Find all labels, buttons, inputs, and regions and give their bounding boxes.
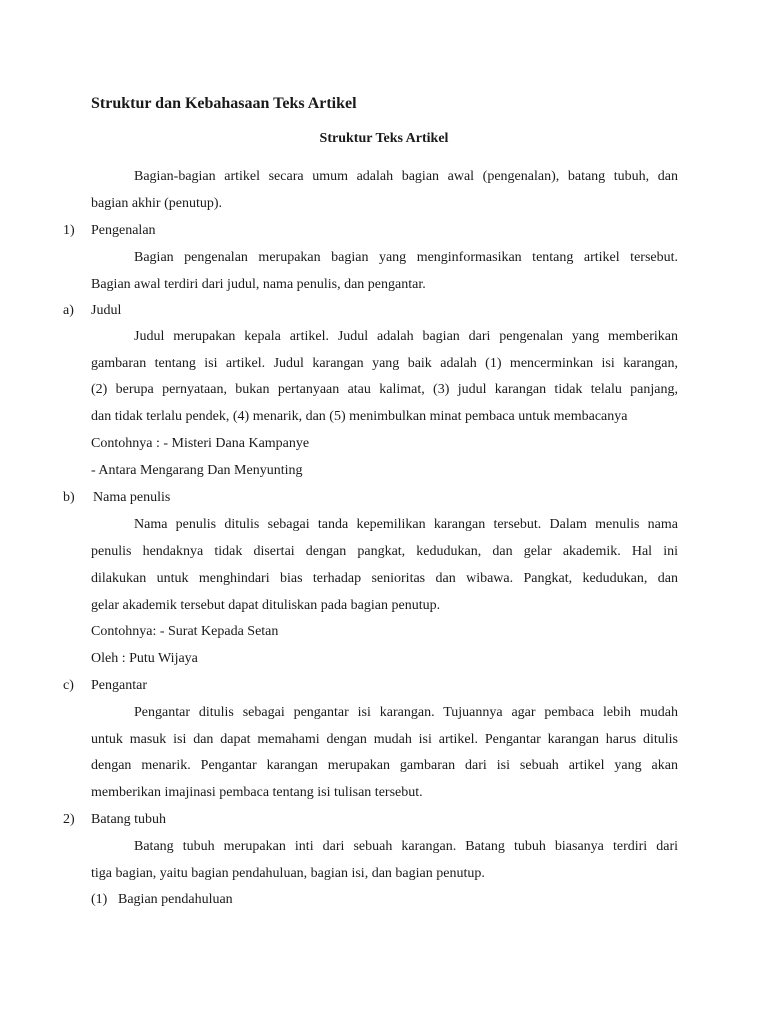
- section-heading: Judul: [91, 303, 122, 318]
- section-heading: Batang tubuh: [91, 812, 167, 827]
- subsection-heading: Bagian pendahuluan: [118, 892, 233, 907]
- example-line: Contohnya: - Surat Kepada Setan: [91, 624, 279, 639]
- document-title: Struktur dan Kebahasaan Teks Artikel: [91, 95, 357, 112]
- section-subtitle: Struktur Teks Artikel: [319, 131, 449, 146]
- list-marker: a): [63, 303, 74, 318]
- list-marker: b): [63, 490, 75, 505]
- paragraph-line: dilakukan untuk menghindari bias terhadap senioritas dan wibawa. Pangkat, kedudukan, dan: [91, 571, 678, 586]
- paragraph-line: memberikan imajinasi pembaca tentang isi tulisan tersebut.: [91, 785, 423, 800]
- paragraph-line: Batang tubuh merupakan inti dari sebuah karangan. Batang tubuh biasanya terdiri dari: [134, 839, 678, 854]
- paragraph-line: penulis hendaknya tidak disertai dengan pangkat, kedudukan, dan gelar akademik. Hal ini: [91, 544, 678, 559]
- paragraph-line: dengan menarik. Pengantar karangan merupakan gambaran dari isi sebuah artikel yang akan: [91, 758, 678, 773]
- example-line: - Antara Mengarang Dan Menyunting: [91, 463, 303, 478]
- list-marker: c): [63, 678, 74, 693]
- paragraph-line: dan tidak terlalu pendek, (4) menarik, dan (5) menimbulkan minat pembaca untuk membacanya: [91, 409, 628, 424]
- paragraph-line: (2) berupa pernyataan, bukan pertanyaan atau kalimat, (3) judul karangan tidak telalu panjang,: [91, 382, 678, 397]
- paragraph-line: gelar akademik tersebut dapat dituliskan pada bagian penutup.: [91, 598, 441, 613]
- paragraph-line: Bagian-bagian artikel secara umum adalah bagian awal (pengenalan), batang tubuh, dan: [134, 169, 678, 184]
- example-line: Oleh : Putu Wijaya: [91, 651, 198, 666]
- list-marker: 2): [63, 812, 75, 827]
- list-marker: 1): [63, 223, 75, 238]
- paragraph-line: Judul merupakan kepala artikel. Judul adalah bagian dari pengenalan yang memberikan: [134, 329, 678, 344]
- paragraph-line: tiga bagian, yaitu bagian pendahuluan, bagian isi, dan bagian penutup.: [91, 866, 485, 881]
- list-marker: (1): [91, 892, 108, 907]
- paragraph-line: Nama penulis ditulis sebagai tanda kepemilikan karangan tersebut. Dalam menulis nama: [134, 517, 678, 532]
- paragraph-line: Pengantar ditulis sebagai pengantar isi karangan. Tujuannya agar pembaca lebih mudah: [134, 705, 678, 720]
- paragraph-line: bagian akhir (penutup).: [91, 196, 223, 211]
- section-heading: Nama penulis: [93, 490, 171, 505]
- paragraph-line: Bagian awal terdiri dari judul, nama penulis, dan pengantar.: [91, 277, 426, 292]
- section-heading: Pengantar: [91, 678, 147, 693]
- example-line: Contohnya : - Misteri Dana Kampanye: [91, 436, 310, 451]
- paragraph-line: untuk masuk isi dan dapat memahami dengan mudah isi artikel. Pengantar karangan harus ditulis: [91, 732, 678, 747]
- paragraph-line: gambaran tentang isi artikel. Judul karangan yang baik adalah (1) mencerminkan isi karangan,: [91, 356, 678, 371]
- section-heading: Pengenalan: [91, 223, 156, 238]
- paragraph-line: Bagian pengenalan merupakan bagian yang menginformasikan tentang artikel tersebut.: [134, 250, 678, 265]
